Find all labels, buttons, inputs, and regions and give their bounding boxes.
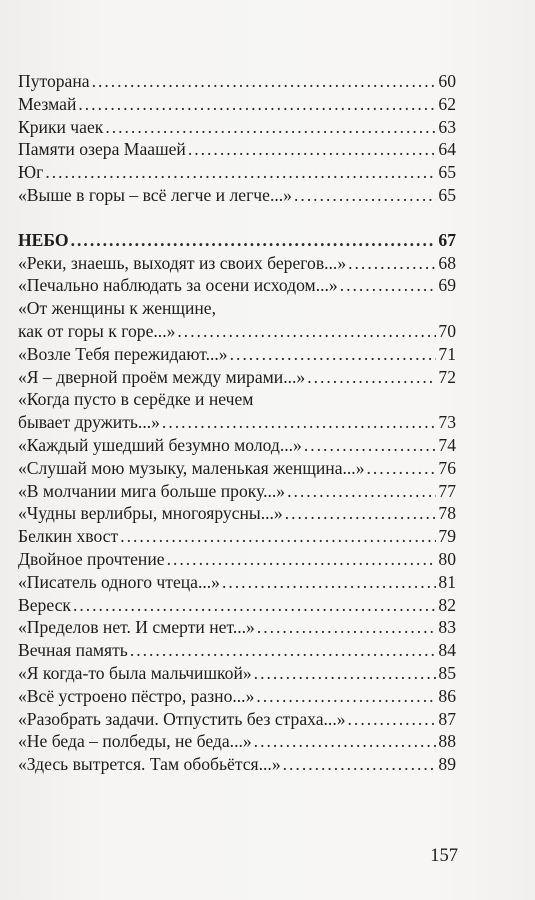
toc-entry <box>18 70 456 93</box>
toc-entry <box>18 297 456 320</box>
toc-entry <box>18 411 456 434</box>
toc-entry <box>18 548 456 571</box>
dot-leader <box>254 662 437 685</box>
toc-entry <box>18 93 456 116</box>
dot-leader <box>105 116 436 139</box>
dot-leader <box>340 274 437 297</box>
dot-leader <box>348 252 436 275</box>
toc-entry <box>18 730 456 753</box>
dot-leader <box>45 161 436 184</box>
toc-entry <box>18 457 456 480</box>
toc-entry-title: бывает дружить...» <box>18 412 160 433</box>
dot-leader <box>92 70 437 93</box>
toc-entry-title: «Здесь вытрется. Там обобьётся...» <box>18 754 281 775</box>
dot-leader <box>188 138 437 161</box>
toc-entry-page: 89 <box>438 754 456 775</box>
toc-entry-page: 76 <box>438 457 456 478</box>
toc-entry <box>18 480 456 503</box>
toc-entry-page: 71 <box>438 343 456 364</box>
toc-entry-title: «Пределов нет. И смерти нет...» <box>18 617 255 638</box>
dot-leader <box>167 548 437 571</box>
section-gap <box>18 207 456 229</box>
toc-entry-title: «Слушай мою музыку, маленькая женщина...» <box>18 457 365 478</box>
dot-leader <box>348 708 437 731</box>
toc-entry-page: 62 <box>438 93 456 114</box>
toc-entry-page: 68 <box>438 252 456 273</box>
toc-entry <box>18 366 456 389</box>
toc-entry-title: Вечная память <box>18 640 128 661</box>
toc-entry-title: Юг <box>18 162 44 183</box>
toc-entry <box>18 502 456 525</box>
dot-leader <box>73 594 436 617</box>
toc-entry <box>18 525 456 548</box>
dot-leader <box>307 366 436 389</box>
toc-entry-page: 86 <box>438 685 456 706</box>
toc-entry-page: 64 <box>438 139 456 160</box>
toc-entry <box>18 320 456 343</box>
toc-entry <box>18 639 456 662</box>
toc-entry <box>18 343 456 366</box>
dot-leader <box>287 480 436 503</box>
dot-leader <box>285 502 437 525</box>
section-title: НЕБО <box>18 229 69 250</box>
toc-entry <box>18 708 456 731</box>
toc-entry <box>18 184 456 207</box>
toc-section-heading <box>18 229 456 252</box>
toc-entry-title: «Выше в горы – всё легче и легче...» <box>18 184 292 205</box>
toc-entry-title: «Не беда – полбеды, не беда...» <box>18 731 252 752</box>
toc-entry-page: 79 <box>438 526 456 547</box>
toc-entry-page: 65 <box>438 162 456 183</box>
dot-leader <box>71 229 437 252</box>
toc-entry-page: 88 <box>438 731 456 752</box>
toc-entry <box>18 571 456 594</box>
toc-entry-page: 63 <box>438 116 456 137</box>
toc-entry-title: «Разобрать задачи. Отпустить без страха...» <box>18 708 346 729</box>
toc-entry-title: «В молчании мига больше проку...» <box>18 480 286 501</box>
page-number: 157 <box>430 846 458 866</box>
toc-entry <box>18 116 456 139</box>
toc-entry-page: 73 <box>438 412 456 433</box>
toc-entry-title: Крики чаек <box>18 116 104 137</box>
toc-entry-page: 69 <box>438 275 456 296</box>
toc-entry-page: 65 <box>438 184 456 205</box>
toc-entry-page: 77 <box>438 480 456 501</box>
dot-leader <box>256 685 436 708</box>
section-page-number: 67 <box>438 229 456 250</box>
table-of-contents <box>18 70 456 776</box>
dot-leader <box>294 184 436 207</box>
toc-entry <box>18 274 456 297</box>
toc-entry <box>18 252 456 275</box>
toc-entry-title: «Чудны верлибры, многоярусны...» <box>18 503 283 524</box>
toc-entry-title: «Я когда-то была мальчишкой» <box>18 662 252 683</box>
toc-group-2 <box>18 252 456 776</box>
toc-entry-title: Мезмай <box>18 93 77 114</box>
dot-leader <box>257 616 437 639</box>
toc-entry <box>18 161 456 184</box>
dot-leader <box>162 411 436 434</box>
toc-entry <box>18 138 456 161</box>
toc-entry-page: 87 <box>438 708 456 729</box>
toc-entry <box>18 434 456 457</box>
dot-leader <box>304 434 437 457</box>
dot-leader <box>230 343 437 366</box>
toc-entry <box>18 685 456 708</box>
toc-entry <box>18 753 456 776</box>
toc-entry-title: Путорана <box>18 71 90 91</box>
toc-entry <box>18 594 456 617</box>
dot-leader <box>120 525 436 548</box>
toc-entry-title: «Когда пусто в серёдке и нечем <box>18 389 254 410</box>
dot-leader <box>78 93 436 116</box>
toc-entry-title: Двойное прочтение <box>18 548 165 569</box>
toc-entry-title: «Писатель одного чтеца...» <box>18 571 220 592</box>
toc-entry-title: «Реки, знаешь, выходят из своих берегов...» <box>18 252 347 273</box>
toc-entry-page: 83 <box>438 617 456 638</box>
dot-leader <box>254 730 437 753</box>
toc-entry-title: «Каждый ушедший безумно молод...» <box>18 434 302 455</box>
toc-entry-title: Белкин хвост <box>18 526 119 547</box>
toc-entry-page: 60 <box>438 71 456 91</box>
dot-leader <box>367 457 437 480</box>
dot-leader <box>177 320 436 343</box>
toc-entry-page: 72 <box>438 366 456 387</box>
toc-entry-title: «Я – дверной проём между мирами...» <box>18 366 306 387</box>
toc-entry-page: 84 <box>438 640 456 661</box>
dot-leader <box>283 753 437 776</box>
dot-leader <box>130 639 437 662</box>
toc-entry-title: «От женщины к женщине, <box>18 298 217 319</box>
toc-entry-page: 78 <box>438 503 456 524</box>
toc-entry <box>18 616 456 639</box>
toc-entry-page: 80 <box>438 548 456 569</box>
toc-entry-page: 81 <box>438 571 456 592</box>
toc-entry-page: 74 <box>438 434 456 455</box>
toc-entry <box>18 388 456 411</box>
toc-entry-page: 70 <box>438 320 456 341</box>
toc-entry-title: «Печально наблюдать за осени исходом...» <box>18 275 338 296</box>
toc-entry-page: 82 <box>438 594 456 615</box>
toc-entry-page: 85 <box>438 662 456 683</box>
toc-group-1 <box>18 70 456 207</box>
toc-entry <box>18 662 456 685</box>
dot-leader <box>222 571 436 594</box>
toc-entry-title: «Возле Тебя пережидают...» <box>18 343 228 364</box>
toc-entry-title: Памяти озера Маашей <box>18 139 186 160</box>
toc-entry-title: «Всё устроено пёстро, разно...» <box>18 685 255 706</box>
toc-entry-title: как от горы к горе...» <box>18 320 176 341</box>
toc-entry-title: Вереск <box>18 594 71 615</box>
